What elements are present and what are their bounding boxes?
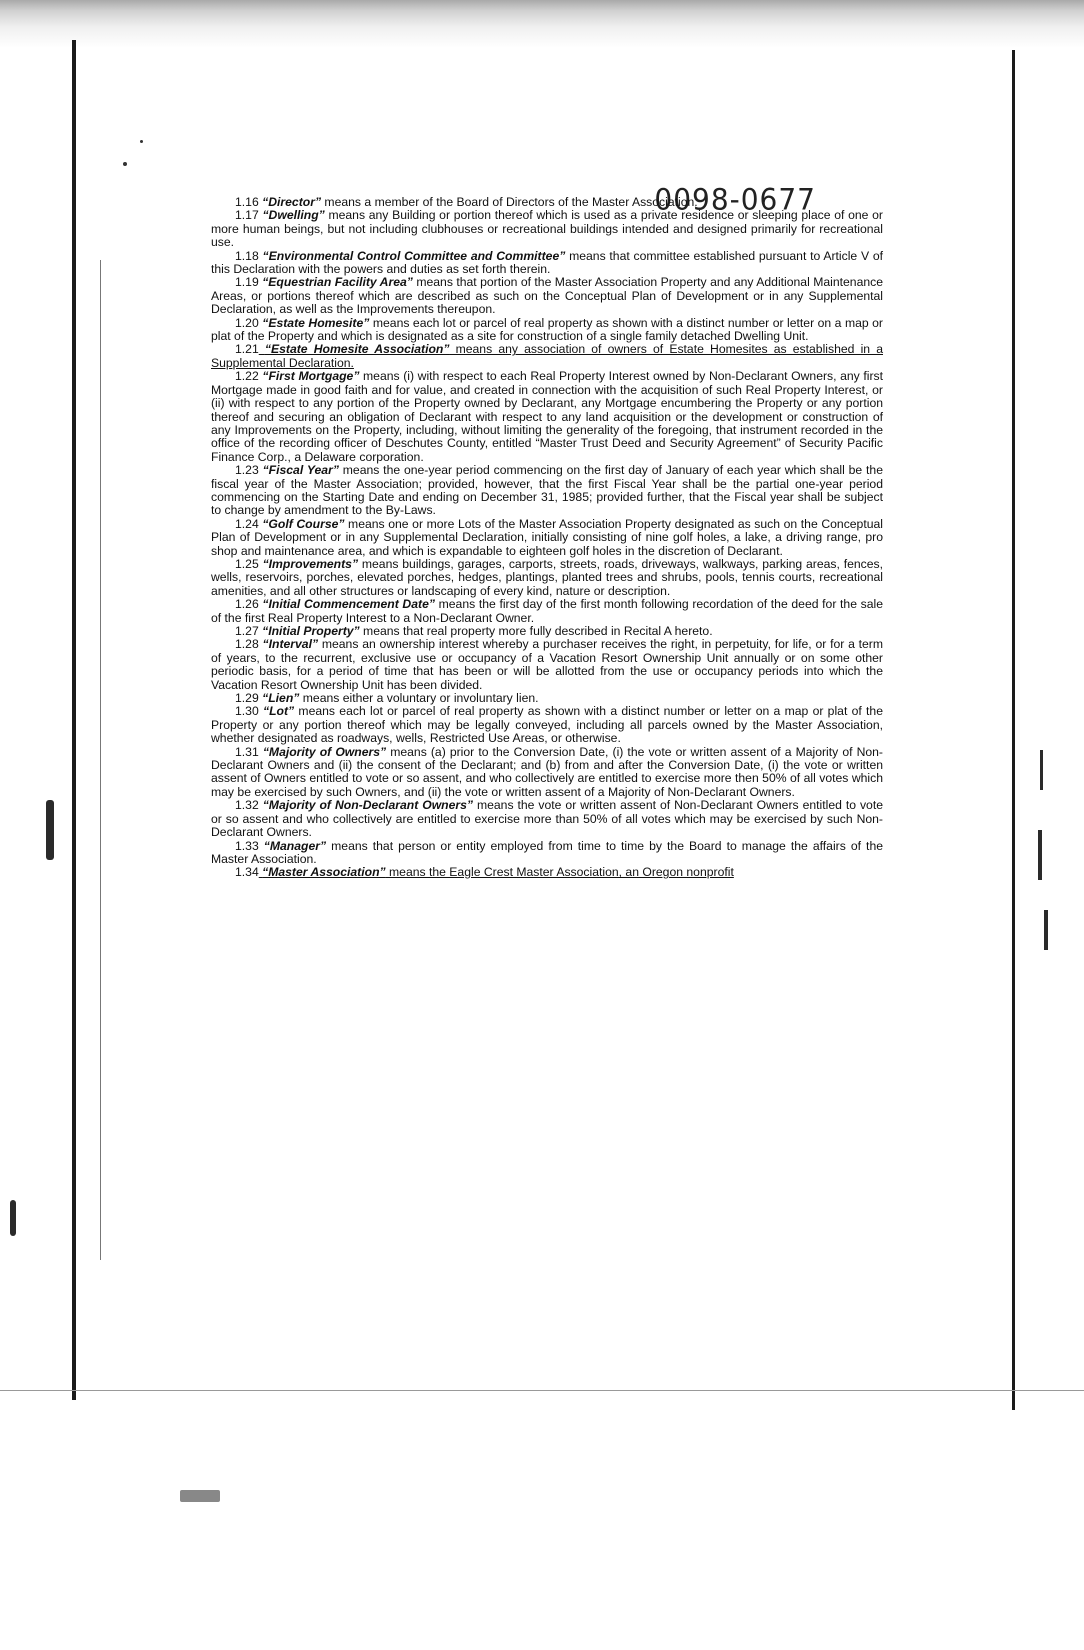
left-scan-edge bbox=[72, 40, 76, 1400]
definition-1-17: 1.17 “Dwelling” means any Building or portion thereof which is used as a private residence or sleeping place of one or more human beings, but not including clubhouses or recreational buildings intended and designed primarily for recreational use. bbox=[211, 208, 883, 250]
definition-1-23: 1.23 “Fiscal Year” means the one-year period commencing on the first day of January of each year which shall be the fiscal year of the Master Association; provided, however, that the first Fiscal Year shall be the partial one-year period commencing on the Starting Date and ending on December 31, 1985; provided further, that the Fiscal year shall be subject to change by amendment to the By-Laws. bbox=[211, 463, 883, 518]
left-inner-edge bbox=[100, 260, 101, 1260]
definition-1-18: 1.18 “Environmental Control Committee and Committee” means that committee established pursuant to Article V of this Declaration with the powers and duties as set forth therein. bbox=[211, 248, 884, 277]
right-scan-edge bbox=[1012, 50, 1015, 1410]
definition-1-32: 1.32 “Majority of Non-Declarant Owners” means the vote or written assent of Non-Declarant Owners entitled to vote or so assent and who collectively are entitled to exercise more than 50% of all votes which may be exercised by such Non-Declarant Owners. bbox=[211, 798, 884, 840]
left-mark bbox=[10, 1200, 16, 1236]
definition-1-28: 1.28 “Interval” means an ownership interest whereby a purchaser receives the right, in perpetuity, for life, or for a term of years, to the recurrent, exclusive use or occupancy of a Vacation Resort Ownership Unit annually or on some other periodic basis, for a period of time that has been or will be allotted from the use or occupancy periods into which the Vacation Resort Ownership Unit has been divided. bbox=[211, 637, 884, 692]
definition-1-19: 1.19 “Equestrian Facility Area” means that portion of the Master Association Property and any Additional Maintenance Areas, or portions thereof which are described as such on the Conceptual Plan of Development or in any Supplemental Declaration, as well as the Improvements thereupon. bbox=[211, 275, 884, 317]
definition-1-25: 1.25 “Improvements” means buildings, garages, carports, streets, roads, driveways, walkways, parking areas, fences, wells, reservoirs, porches, elevated porches, hedges, plantings, planted trees and shrubs, pools, tennis courts, recreational amenities, and all other structures or landscaping of every kind, nature or description. bbox=[211, 556, 883, 598]
speck bbox=[123, 162, 127, 166]
right-mark bbox=[1044, 910, 1048, 950]
definition-1-20: 1.20 “Estate Homesite” means each lot or parcel of real property as shown with a distinct number or letter on a map or plat of the Property and which is designated as a site for construction of a single family detached Dwelling Unit. bbox=[211, 315, 883, 344]
definition-1-16: 1.16 “Director” means a member of the Board of Directors of the Master Association. bbox=[235, 195, 698, 209]
definition-1-26: 1.26 “Initial Commencement Date” means the first day of the first month following recordation of the deed for the sale of the first Real Property Interest to a Non-Declarant Owner. bbox=[211, 597, 883, 625]
right-mark bbox=[1040, 750, 1043, 790]
definitions-body bbox=[211, 196, 883, 880]
left-mark bbox=[46, 800, 54, 860]
definition-1-34: 1.34 “Master Association” means the Eagle Crest Master Association, an Oregon nonprofit bbox=[235, 865, 734, 880]
definition-1-30: 1.30 “Lot” means each lot or parcel of real property as shown with a distinct number or letter on a map or plat of the Property or any portion thereof which may be legally conveyed, including all parcels owned by the Master Association, whether designated as roadways, wells, Restricted Use Areas, or otherwise. bbox=[211, 704, 883, 746]
scan-top-shadow bbox=[0, 0, 1084, 60]
speck bbox=[180, 1490, 220, 1502]
definition-1-22: 1.22 “First Mortgage” means (i) with respect to each Real Property Interest owned by Non-Declarant Owners, any first Mortgage made in good faith and for value, and created in connection with the acquisition of such Real Property Interest, or (ii) with respect to any portion of the Property owned by Declarant, any Mortgage encumbering the Property or any portion thereof and securing an obligation of Declarant with respect to any land acquisition or the development or construction of any Improvements on the Property, including, without limiting the generality of the foregoing, that instrument recorded in the office of the recording officer of Deschutes County, entitled “Master Trust Deed and Security Agreement” of Security Pacific Finance Corp., a Delaware corporation. bbox=[211, 369, 884, 464]
speck bbox=[140, 140, 143, 143]
definition-1-29: 1.29 “Lien” means either a voluntary or involuntary lien. bbox=[235, 691, 539, 706]
definition-1-33: 1.33 “Manager” means that person or entity employed from time to time by the Board to manage the affairs of the Master Association. bbox=[211, 838, 883, 866]
definition-1-24: 1.24 “Golf Course” means one or more Lots of the Master Association Property designated as such on the Conceptual Plan of Development or in any Supplemental Declaration, initially consisting of nine golf holes, a lake, a driving range, pro shop and maintenance area, and which is expandable to eighteen golf holes in the discretion of Declarant. bbox=[211, 516, 883, 558]
recording-stamp: 0098-0677 bbox=[654, 182, 816, 217]
definition-1-27: 1.27 “Initial Property” means that real property more fully described in Recital A hereto. bbox=[235, 624, 713, 638]
right-mark bbox=[1038, 830, 1042, 880]
definition-1-31: 1.31 “Majority of Owners” means (a) prior to the Conversion Date, (i) the vote or written assent of a Majority of Non-Declarant Owners and (ii) the consent of the Declarant; and (b) from and after the Conversion Date, (i) the vote or written assent of Owners entitled to vote or so assent, and who collectively are entitled to exercise more then 50% of all votes which may be exercised by such Owners, and (ii) the vote or written assent of a Majority of Non-Declarant Owners. bbox=[211, 744, 883, 799]
definition-1-21: 1.21 “Estate Homesite Association” means any association of owners of Estate Homesites as established in a Supplemental Declaration. bbox=[211, 342, 883, 370]
bottom-scan-line bbox=[0, 1390, 1084, 1391]
